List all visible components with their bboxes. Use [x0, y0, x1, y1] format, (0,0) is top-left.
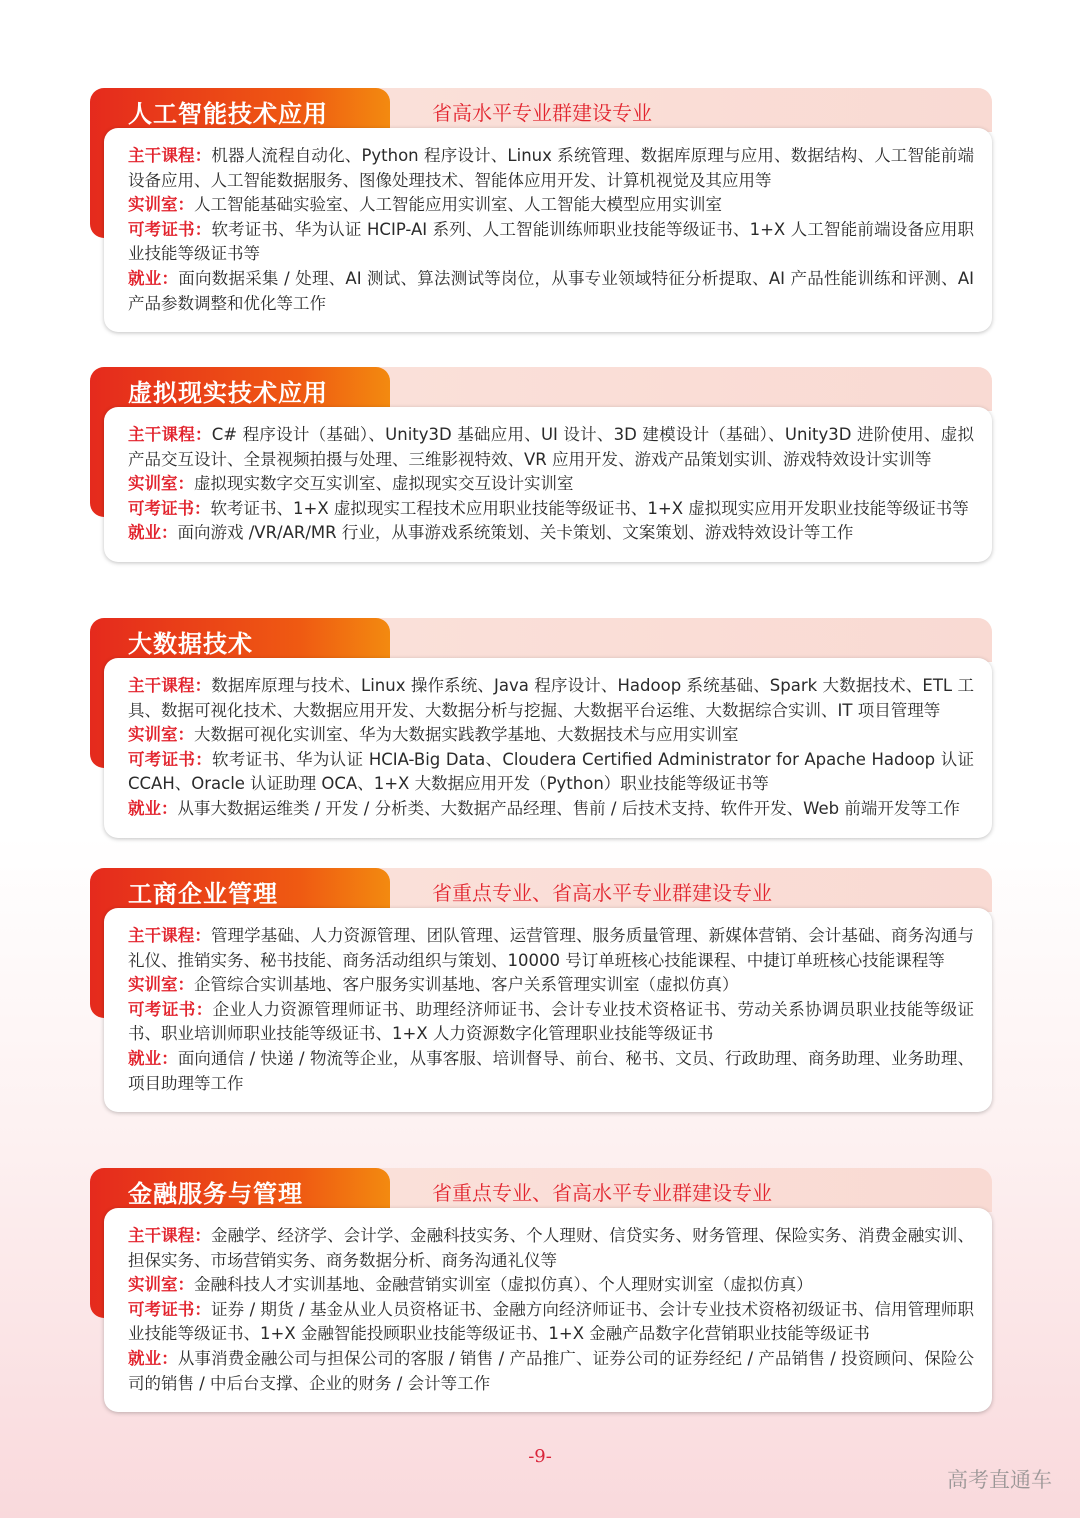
info-label: 就业：	[128, 1348, 178, 1368]
info-line	[128, 521, 974, 546]
info-line	[128, 1273, 974, 1298]
info-text: 企业人力资源管理师证书、助理经济师证书、会计专业技术资格证书、劳动关系协调员职业技能等级证书、职业培训师职业技能等级证书、1+X 人力资源数字化管理职业技能等级证书	[128, 999, 975, 1044]
section-card	[104, 908, 992, 1112]
info-text: 证券 / 期货 / 基金从业人员资格证书、金融方向经济师证书、会计专业技术资格初级证书、信用管理师职业技能等级证书、1+X 金融智能投顾职业技能等级证书、1+X 金融产品数字化营销职业技能等级证书	[128, 1299, 975, 1344]
info-text: 人工智能基础实验室、人工智能应用实训室、人工智能大模型应用实训室	[194, 195, 722, 215]
info-label: 可考证书：	[128, 1299, 212, 1319]
info-label: 就业：	[128, 1048, 178, 1068]
info-label: 实训室：	[128, 195, 194, 215]
info-label: 就业：	[128, 523, 178, 543]
section-card	[104, 1208, 992, 1412]
info-line	[128, 924, 974, 973]
info-label: 可考证书：	[128, 498, 211, 518]
info-line	[128, 267, 974, 316]
info-label: 实训室：	[128, 725, 194, 745]
info-line	[128, 1047, 974, 1096]
info-text: 金融学、经济学、会计学、金融科技实务、个人理财、信贷实务、财务管理、保险实务、消费金融实训、担保实务、市场营销实务、商务数据分析、商务沟通礼仪等	[128, 1226, 975, 1270]
info-line	[128, 723, 974, 748]
section-title: 虚拟现实技术应用	[128, 379, 328, 407]
info-line	[128, 1224, 974, 1273]
info-line	[128, 144, 974, 193]
info-label: 主干课程：	[128, 146, 212, 165]
info-text: 虚拟现实数字交互实训室、虚拟现实交互设计实训室	[194, 474, 574, 494]
info-line	[128, 674, 974, 723]
info-text: 管理学基础、人力资源管理、团队管理、运营管理、服务质量管理、新媒体营销、会计基础、商务沟通与礼仪、推销实务、秘书技能、商务活动组织与策划、10000 号订单班核心技能课程、中捷订单班核心技能课程等	[128, 926, 975, 970]
info-line	[128, 1298, 974, 1347]
info-text: 数据库原理与技术、Linux 操作系统、Java 程序设计、Hadoop 系统基础、Spark 大数据技术、ETL 工具、数据可视化技术、大数据应用开发、大数据分析与挖掘、大数据平台运维、大数据综合实训、IT 项目管理等	[128, 676, 974, 720]
info-text: 面向通信 / 快递 / 物流等企业，从事客服、培训督导、前台、秘书、文员、行政助理、商务助理、业务助理、项目助理等工作	[128, 1048, 974, 1093]
info-text: 机器人流程自动化、Python 程序设计、Linux 系统管理、数据库原理与应用、数据结构、人工智能前端设备应用、人工智能数据服务、图像处理技术、智能体应用开发、计算机视觉及其应用等	[128, 146, 975, 190]
info-label: 主干课程：	[128, 1226, 211, 1245]
info-label: 就业：	[128, 268, 179, 288]
info-label: 实训室：	[128, 474, 194, 494]
info-line	[128, 797, 974, 822]
section-card	[104, 407, 992, 562]
info-line	[128, 973, 974, 998]
info-label: 实训室：	[128, 975, 194, 995]
watermark: 高考直通车	[947, 1468, 1052, 1492]
info-line	[128, 423, 974, 472]
info-text: 金融科技人才实训基地、金融营销实训室（虚拟仿真）、个人理财实训室（虚拟仿真）	[194, 1275, 813, 1295]
page-number: -9-	[528, 1446, 552, 1467]
section-title: 工商企业管理	[128, 880, 278, 908]
section-badge: 省高水平专业群建设专业	[432, 101, 652, 125]
section-title: 金融服务与管理	[128, 1180, 303, 1208]
info-line	[128, 1347, 974, 1396]
info-label: 主干课程：	[128, 676, 212, 695]
info-line	[128, 748, 974, 797]
section-title: 大数据技术	[128, 630, 253, 658]
info-text: 面向数据采集 / 处理、AI 测试、算法测试等岗位，从事专业领域特征分析提取、AI 产品性能训练和评测、AI 产品参数调整和优化等工作	[128, 268, 975, 313]
info-text: 从事大数据运维类 / 开发 / 分析类、大数据产品经理、售前 / 后技术支持、软件开发、Web 前端开发等工作	[177, 798, 960, 818]
info-label: 实训室：	[128, 1275, 194, 1295]
info-text: 软考证书、华为认证 HCIA-Big Data、Cloudera Certified Administrator for Apache Hadoop 认证 CCAH、Oracle 认证助理 OCA、1+X 大数据应用开发（Python）职业技能等级证书等	[128, 749, 975, 794]
info-label: 可考证书：	[128, 999, 213, 1019]
section-card	[104, 658, 992, 838]
section-title: 人工智能技术应用	[128, 100, 328, 128]
info-label: 可考证书：	[128, 749, 213, 769]
info-text: 面向游戏 /VR/AR/MR 行业，从事游戏系统策划、关卡策划、文案策划、游戏特效设计等工作	[177, 523, 854, 543]
info-text: C# 程序设计（基础）、Unity3D 基础应用、UI 设计、3D 建模设计（基础）、Unity3D 进阶使用、虚拟产品交互设计、全景视频拍摄与处理、三维影视特效、VR 应用开发、游戏产品策划实训、游戏特效设计实训等	[128, 425, 974, 469]
section-badge: 省重点专业、省高水平专业群建设专业	[432, 881, 772, 905]
info-label: 主干课程：	[128, 425, 212, 444]
info-line	[128, 472, 974, 497]
info-text: 企管综合实训基地、客户服务实训基地、客户关系管理实训室（虚拟仿真）	[194, 975, 739, 995]
section-card	[104, 128, 992, 332]
info-line	[128, 998, 974, 1047]
info-text: 大数据可视化实训室、华为大数据实践教学基地、大数据技术与应用实训室	[194, 725, 739, 745]
info-line	[128, 497, 974, 522]
info-text: 软考证书、华为认证 HCIP-AI 系列、人工智能训练师职业技能等级证书、1+X 人工智能前端设备应用职业技能等级证书等	[128, 219, 975, 264]
info-label: 可考证书：	[128, 219, 212, 239]
info-text: 从事消费金融公司与担保公司的客服 / 销售 / 产品推广、证券公司的证券经纪 / 产品销售 / 投资顾问、保险公司的销售 / 中后台支撑、企业的财务 / 会计等工作	[128, 1348, 975, 1393]
info-text: 软考证书、1+X 虚拟现实工程技术应用职业技能等级证书、1+X 虚拟现实应用开发职业技能等级证书等	[210, 498, 969, 518]
info-line	[128, 193, 974, 218]
section-badge: 省重点专业、省高水平专业群建设专业	[432, 1181, 772, 1205]
info-line	[128, 218, 974, 267]
info-label: 主干课程：	[128, 926, 211, 945]
info-label: 就业：	[128, 798, 178, 818]
